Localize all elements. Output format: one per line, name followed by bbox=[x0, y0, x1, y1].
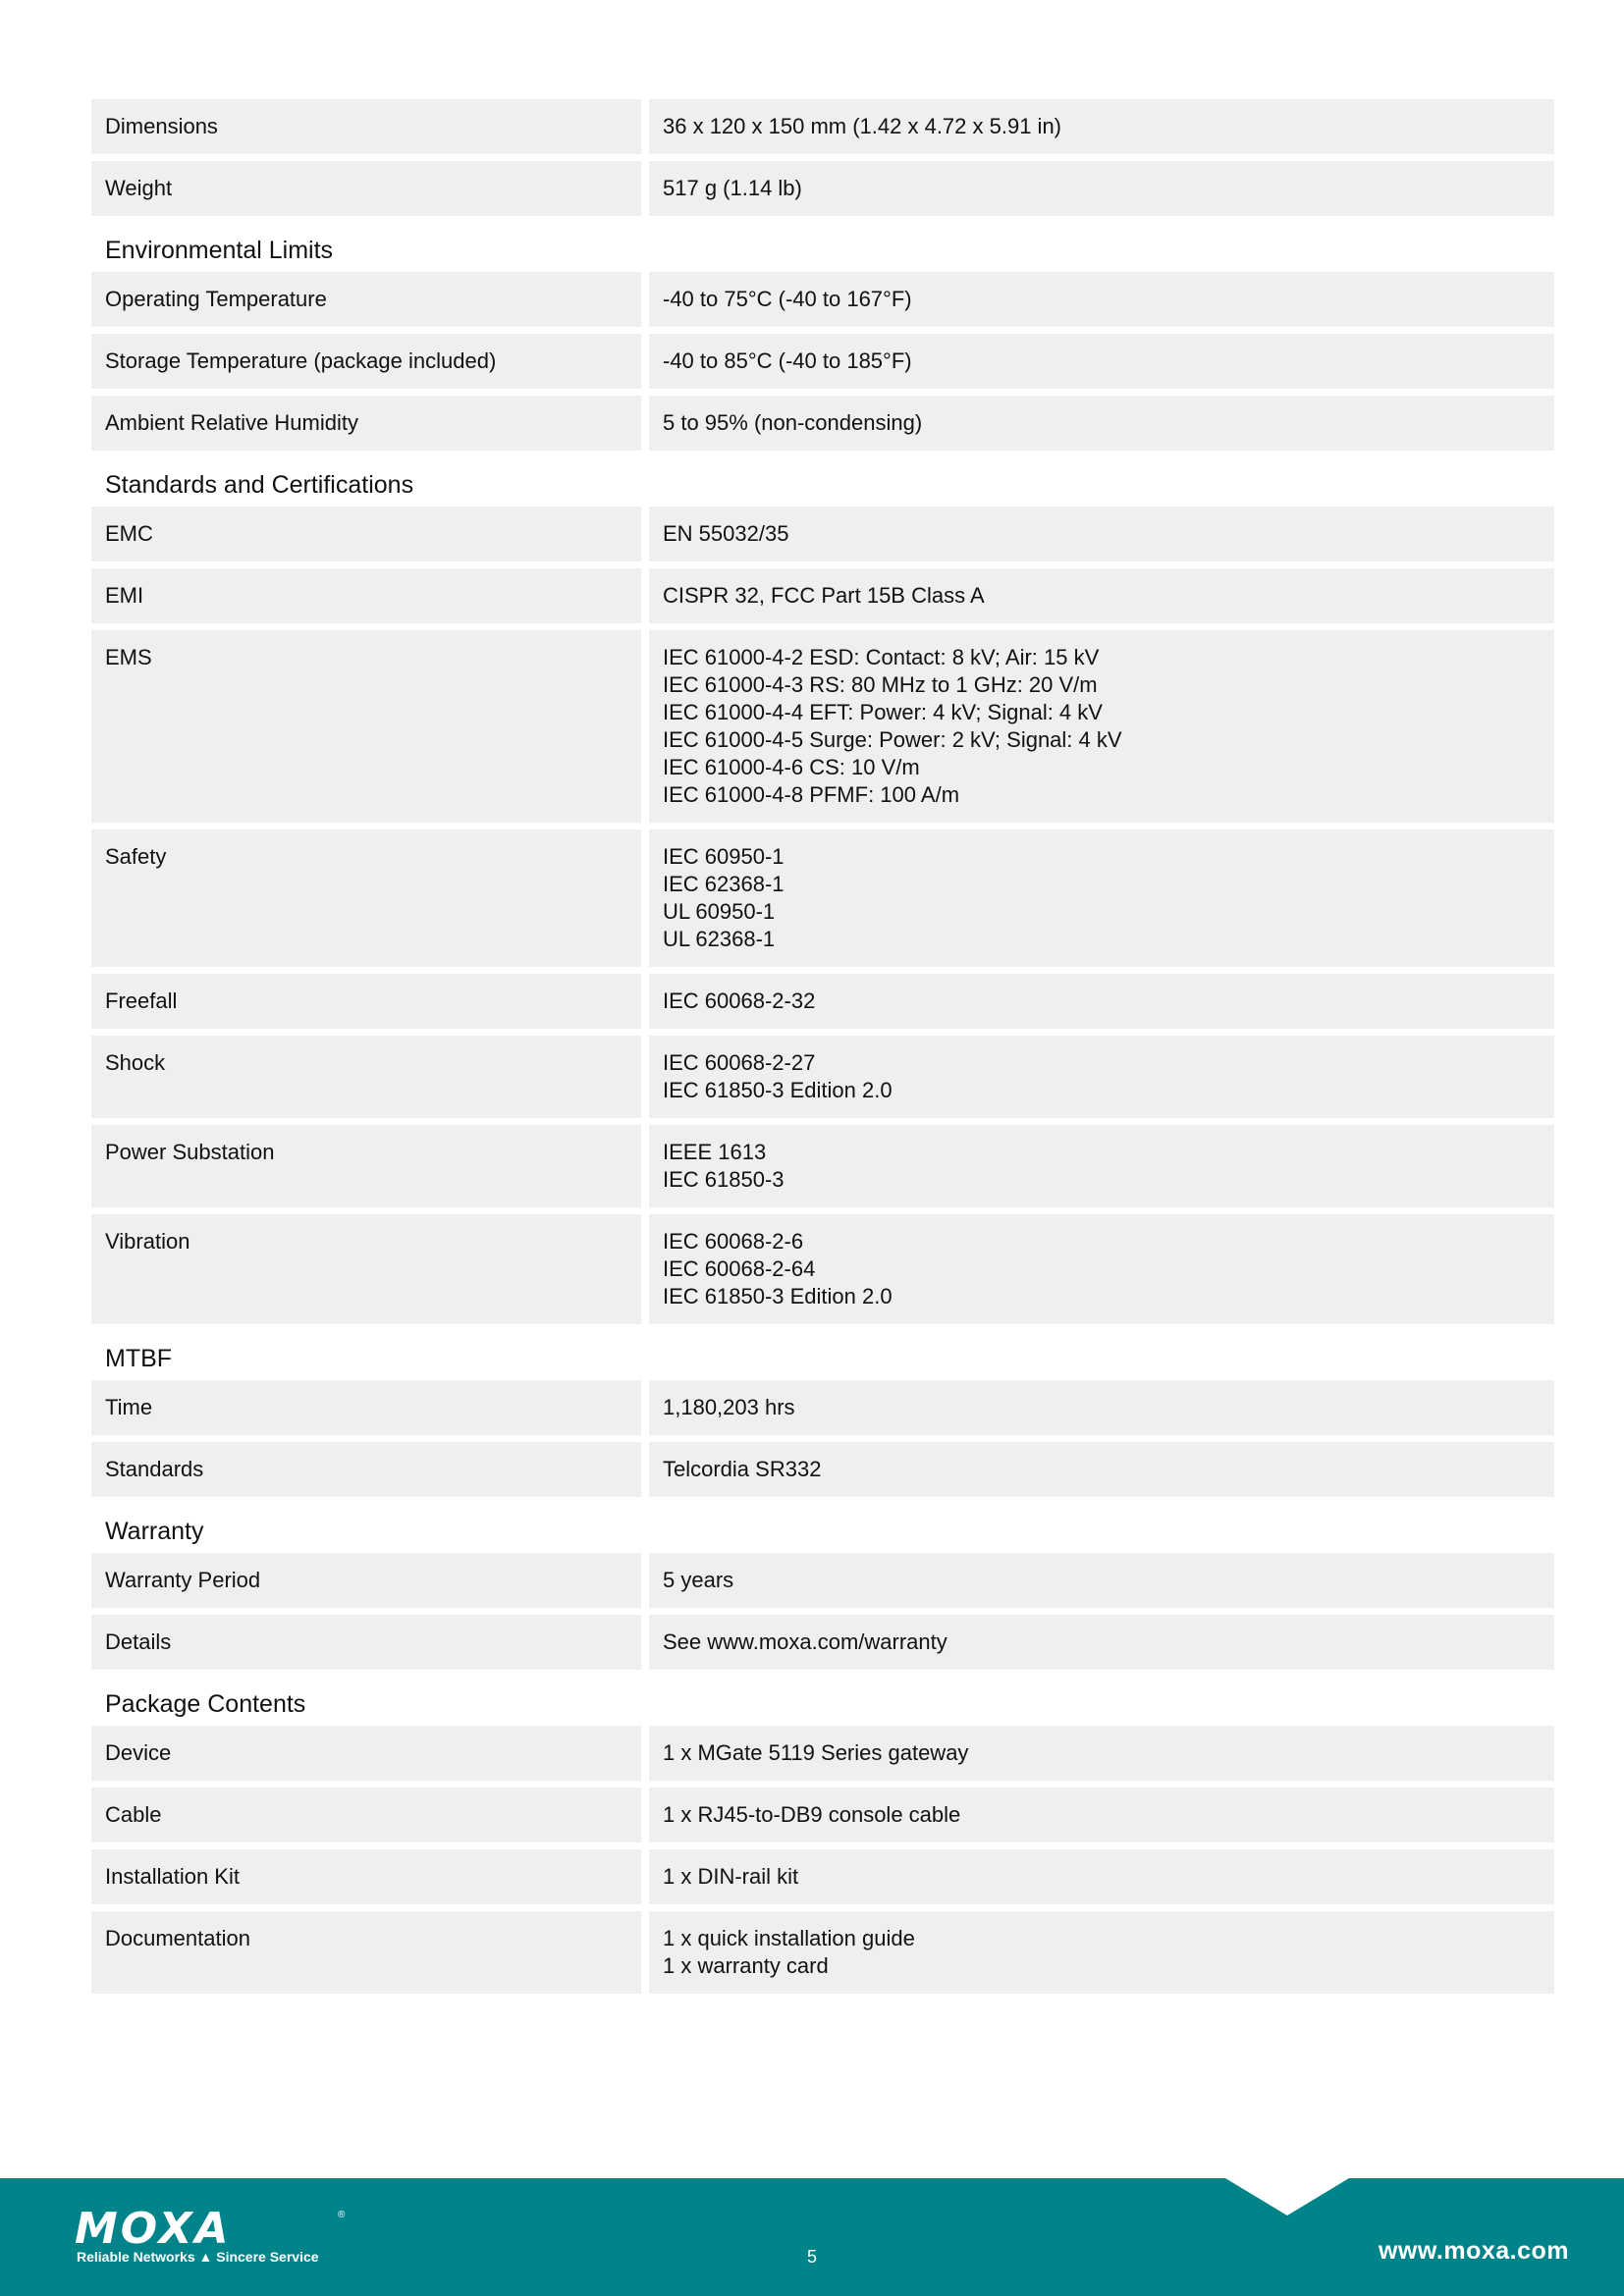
spec-row-installation-kit bbox=[91, 1849, 1554, 1904]
spec-value bbox=[649, 1214, 1554, 1324]
page-footer bbox=[0, 2178, 1624, 2296]
spec-value-line: -40 to 85°C (-40 to 185°F) bbox=[663, 348, 912, 373]
spec-row-dimensions bbox=[91, 99, 1554, 154]
spec-value-line: 5 to 95% (non-condensing) bbox=[663, 410, 923, 435]
spec-value-line: 1 x warranty card bbox=[663, 1953, 829, 1978]
spec-label: Time bbox=[91, 1380, 641, 1435]
spec-label: Installation Kit bbox=[91, 1849, 641, 1904]
moxa-logo bbox=[75, 2204, 350, 2269]
spec-value-line: 1 x MGate 5119 Series gateway bbox=[663, 1740, 969, 1765]
spec-row-weight bbox=[91, 161, 1554, 216]
spec-row-time bbox=[91, 1380, 1554, 1435]
spec-label: Storage Temperature (package included) bbox=[91, 334, 641, 389]
spec-value bbox=[649, 1553, 1554, 1608]
section-title-package-contents: Package Contents bbox=[105, 1690, 306, 1718]
spec-value-line: EN 55032/35 bbox=[663, 521, 789, 546]
spec-value-line: IEC 61000-4-3 RS: 80 MHz to 1 GHz: 20 V/m bbox=[663, 672, 1098, 697]
spec-value-line: IEC 61000-4-6 CS: 10 V/m bbox=[663, 755, 920, 779]
page-number: 5 bbox=[806, 2247, 817, 2267]
spec-value-line: IEC 60068-2-6 bbox=[663, 1229, 804, 1254]
spec-value bbox=[649, 1726, 1554, 1781]
spec-sheet bbox=[91, 99, 1554, 2001]
spec-label: Shock bbox=[91, 1036, 641, 1118]
spec-value bbox=[649, 1380, 1554, 1435]
spec-label: Documentation bbox=[91, 1911, 641, 1994]
spec-row-cable bbox=[91, 1788, 1554, 1842]
spec-value-line: IEC 61850-3 bbox=[663, 1167, 785, 1192]
spec-row-device bbox=[91, 1726, 1554, 1781]
spec-value-line: IEC 61000-4-5 Surge: Power: 2 kV; Signal: 4 kV bbox=[663, 727, 1122, 752]
spec-label: Freefall bbox=[91, 974, 641, 1029]
spec-value-line: 5 years bbox=[663, 1568, 734, 1592]
spec-value bbox=[649, 161, 1554, 216]
spec-row-freefall bbox=[91, 974, 1554, 1029]
spec-label: EMI bbox=[91, 568, 641, 623]
spec-value-line: IEC 61850-3 Edition 2.0 bbox=[663, 1078, 893, 1102]
spec-value-line: IEC 61000-4-2 ESD: Contact: 8 kV; Air: 15 kV bbox=[663, 645, 1100, 669]
spec-value-line: 1 x quick installation guide bbox=[663, 1926, 915, 1950]
spec-value bbox=[649, 1615, 1554, 1670]
spec-label: Standards bbox=[91, 1442, 641, 1497]
spec-value bbox=[649, 1788, 1554, 1842]
spec-value-line: IEC 60068-2-32 bbox=[663, 988, 816, 1013]
spec-value-line: IEC 60068-2-27 bbox=[663, 1050, 816, 1075]
spec-label: EMC bbox=[91, 507, 641, 561]
spec-value-line: See www.moxa.com/warranty bbox=[663, 1629, 947, 1654]
spec-value bbox=[649, 568, 1554, 623]
spec-value-line: 517 g (1.14 lb) bbox=[663, 176, 802, 200]
spec-value-line: CISPR 32, FCC Part 15B Class A bbox=[663, 583, 985, 608]
spec-value bbox=[649, 1911, 1554, 1994]
footer-notch-shape bbox=[1225, 2178, 1349, 2217]
logo-registered-mark: ® bbox=[338, 2210, 346, 2220]
spec-row-details bbox=[91, 1615, 1554, 1670]
spec-row-documentation bbox=[91, 1911, 1554, 1994]
spec-label: Warranty Period bbox=[91, 1553, 641, 1608]
section-title-environmental-limits: Environmental Limits bbox=[105, 237, 334, 264]
spec-value bbox=[649, 99, 1554, 154]
spec-label: EMS bbox=[91, 630, 641, 823]
spec-value-line: IEEE 1613 bbox=[663, 1140, 767, 1164]
spec-value-line: 1,180,203 hrs bbox=[663, 1395, 795, 1419]
spec-row-ems bbox=[91, 630, 1554, 823]
spec-value bbox=[649, 507, 1554, 561]
spec-label: Details bbox=[91, 1615, 641, 1670]
spec-label: Operating Temperature bbox=[91, 272, 641, 327]
section-title-mtbf: MTBF bbox=[105, 1345, 173, 1372]
spec-value-line: IEC 61850-3 Edition 2.0 bbox=[663, 1284, 893, 1308]
section-title-standards-and-certifications: Standards and Certifications bbox=[105, 471, 414, 499]
spec-value bbox=[649, 974, 1554, 1029]
spec-value-line: Telcordia SR332 bbox=[663, 1457, 822, 1481]
spec-value-line: IEC 61000-4-4 EFT: Power: 4 kV; Signal: 4 kV bbox=[663, 700, 1103, 724]
spec-value bbox=[649, 396, 1554, 451]
spec-label: Ambient Relative Humidity bbox=[91, 396, 641, 451]
spec-row-warranty-period bbox=[91, 1553, 1554, 1608]
spec-value-line: IEC 60068-2-64 bbox=[663, 1256, 816, 1281]
spec-value-line: 1 x RJ45-to-DB9 console cable bbox=[663, 1802, 961, 1827]
spec-value bbox=[649, 272, 1554, 327]
spec-row-power-substation bbox=[91, 1125, 1554, 1207]
spec-value-line: UL 60950-1 bbox=[663, 899, 776, 924]
logo-tagline: Reliable Networks ▲ Sincere Service bbox=[77, 2249, 319, 2265]
spec-value bbox=[649, 829, 1554, 967]
spec-value bbox=[649, 1442, 1554, 1497]
spec-label: Device bbox=[91, 1726, 641, 1781]
spec-row-storage-temperature-package-included bbox=[91, 334, 1554, 389]
spec-label: Power Substation bbox=[91, 1125, 641, 1207]
spec-row-operating-temperature bbox=[91, 272, 1554, 327]
spec-value-line: UL 62368-1 bbox=[663, 927, 776, 951]
spec-value-line: IEC 62368-1 bbox=[663, 872, 785, 896]
spec-value bbox=[649, 630, 1554, 823]
spec-row-ambient-relative-humidity bbox=[91, 396, 1554, 451]
spec-label: Weight bbox=[91, 161, 641, 216]
spec-row-safety bbox=[91, 829, 1554, 967]
logo-wordmark: MOXA bbox=[75, 2204, 232, 2254]
spec-row-standards bbox=[91, 1442, 1554, 1497]
spec-row-shock bbox=[91, 1036, 1554, 1118]
spec-value bbox=[649, 1849, 1554, 1904]
spec-row-emi bbox=[91, 568, 1554, 623]
spec-label: Dimensions bbox=[91, 99, 641, 154]
spec-value-line: 36 x 120 x 150 mm (1.42 x 4.72 x 5.91 in) bbox=[663, 114, 1062, 138]
spec-value bbox=[649, 1036, 1554, 1118]
spec-value-line: 1 x DIN-rail kit bbox=[663, 1864, 799, 1889]
spec-label: Vibration bbox=[91, 1214, 641, 1324]
spec-value-line: IEC 61000-4-8 PFMF: 100 A/m bbox=[663, 782, 960, 807]
spec-value bbox=[649, 334, 1554, 389]
section-title-warranty: Warranty bbox=[105, 1518, 204, 1545]
footer-website-link[interactable]: www.moxa.com bbox=[1378, 2237, 1569, 2265]
spec-label: Cable bbox=[91, 1788, 641, 1842]
spec-value-line: -40 to 75°C (-40 to 167°F) bbox=[663, 287, 912, 311]
spec-value bbox=[649, 1125, 1554, 1207]
spec-value-line: IEC 60950-1 bbox=[663, 844, 785, 869]
spec-label: Safety bbox=[91, 829, 641, 967]
spec-row-emc bbox=[91, 507, 1554, 561]
spec-row-vibration bbox=[91, 1214, 1554, 1324]
